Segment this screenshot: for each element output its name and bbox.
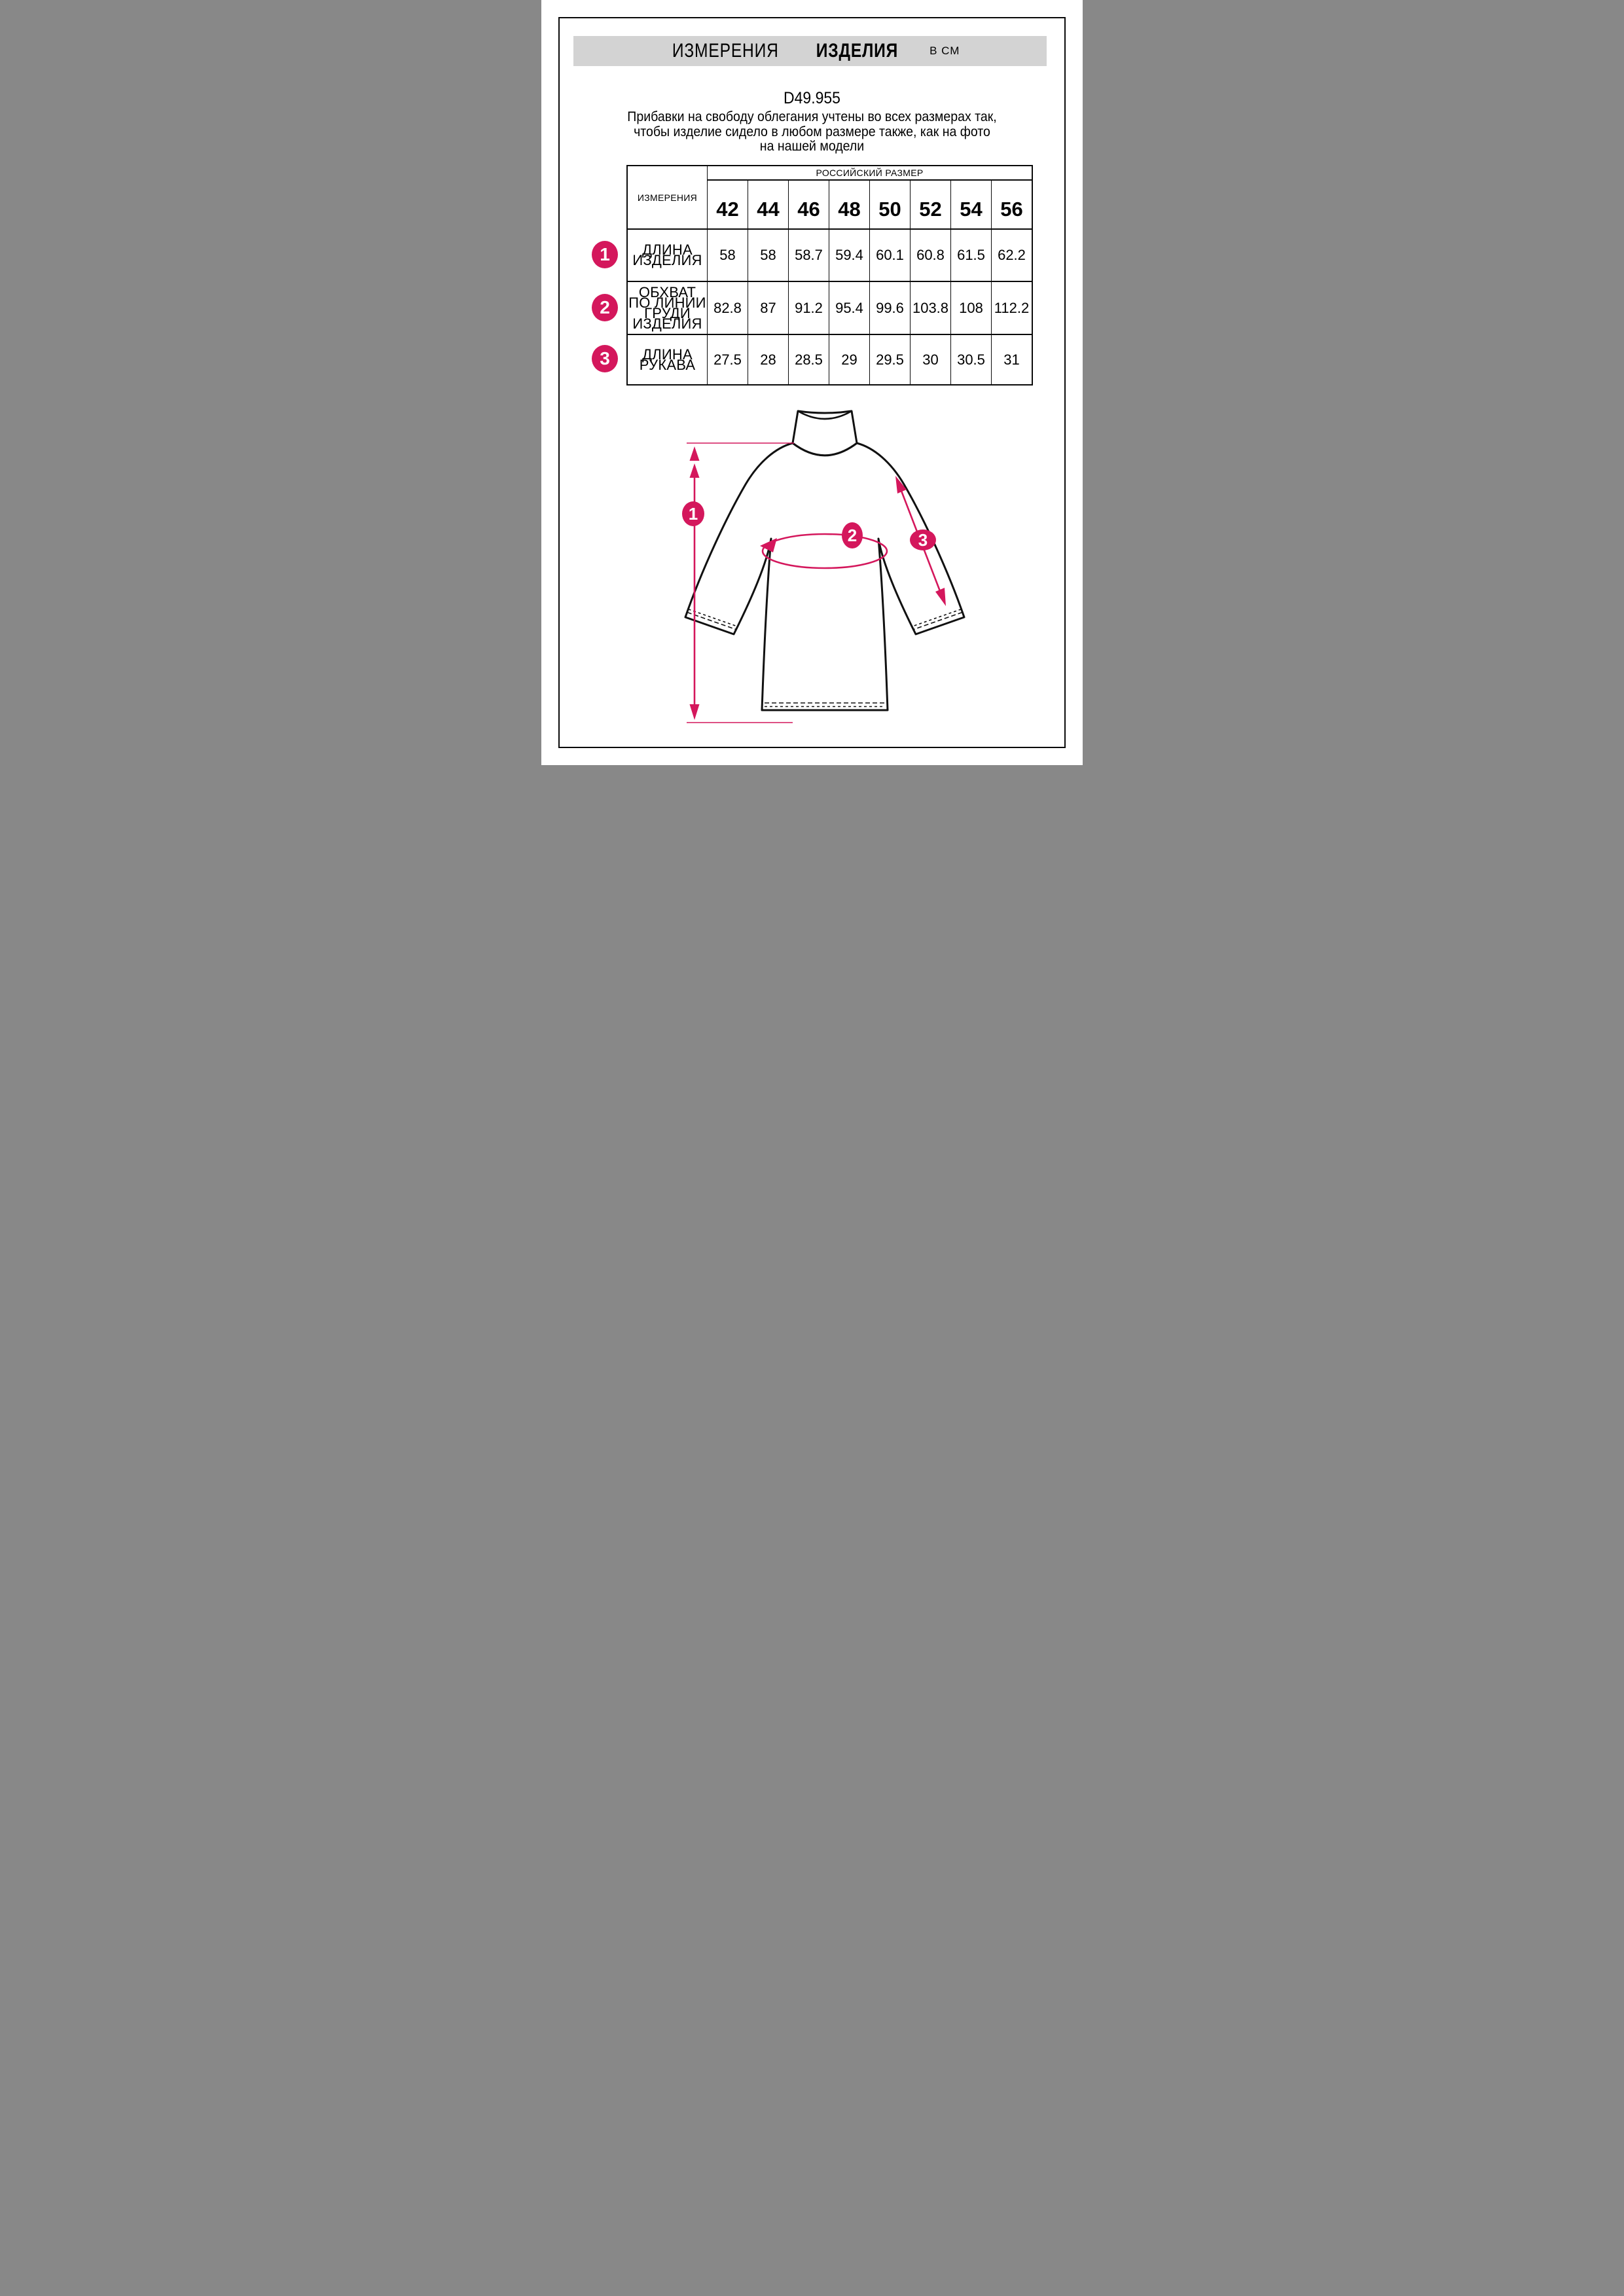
diagram-marker-2: [842, 522, 863, 548]
size-header: 48: [829, 180, 870, 229]
diagram-marker-3: [910, 529, 936, 550]
value-cell: 27.5: [708, 334, 748, 385]
row-marker-3: 3: [592, 345, 618, 372]
value-cell: 30.5: [951, 334, 992, 385]
value-cell: 29: [829, 334, 870, 385]
row-label: ДЛИНА РУКАВА: [627, 334, 708, 385]
value-cell: 31: [992, 334, 1033, 385]
value-cell: 60.8: [911, 229, 951, 281]
size-header: 46: [789, 180, 829, 229]
size-header: 44: [748, 180, 789, 229]
title-bar: [573, 36, 1047, 66]
length-arrow-up-icon: [690, 463, 700, 478]
size-chart-page: [541, 0, 1083, 765]
length-arrow-down-icon: [690, 704, 700, 720]
value-cell: 29.5: [870, 334, 911, 385]
value-cell: 91.2: [789, 281, 829, 334]
garment-diagram: [672, 406, 977, 726]
row-label: ОБХВАТ ПО ЛИНИИ ГРУДИ ИЗДЕЛИЯ: [627, 281, 708, 334]
svg-text:3: 3: [918, 530, 928, 550]
value-cell: 82.8: [708, 281, 748, 334]
table-row: [627, 229, 1032, 281]
product-code: D49.955: [784, 89, 840, 107]
svg-text:1: 1: [688, 504, 698, 524]
svg-text:2: 2: [847, 526, 857, 545]
title-measurements: ИЗМЕРЕНИЯ: [672, 40, 779, 62]
value-cell: 58: [708, 229, 748, 281]
size-header: 42: [708, 180, 748, 229]
row-label: ДЛИНА ИЗДЕЛИЯ: [627, 229, 708, 281]
table-corner-label: ИЗМЕРЕНИЯ: [627, 166, 708, 229]
row-marker-2: 2: [592, 294, 618, 321]
fit-note-line: на нашей модели: [759, 139, 865, 154]
value-cell: 112.2: [992, 281, 1033, 334]
size-header: 54: [951, 180, 992, 229]
value-cell: 62.2: [992, 229, 1033, 281]
table-row: [627, 281, 1032, 334]
table-row: [627, 334, 1032, 385]
value-cell: 60.1: [870, 229, 911, 281]
collar: [793, 411, 857, 456]
diagram-marker-1: [682, 501, 704, 526]
value-cell: 99.6: [870, 281, 911, 334]
value-cell: 108: [951, 281, 992, 334]
row-marker-1: 1: [592, 241, 618, 268]
fit-note-line: Прибавки на свободу облегания учтены во всех размерах так,: [627, 109, 997, 124]
garment-outline: [685, 443, 964, 710]
value-cell: 58: [748, 229, 789, 281]
value-cell: 59.4: [829, 229, 870, 281]
value-cell: 95.4: [829, 281, 870, 334]
value-cell: 28: [748, 334, 789, 385]
table-group-header: РОССИЙСКИЙ РАЗМЕР: [708, 166, 1033, 180]
size-header: 56: [992, 180, 1033, 229]
value-cell: 61.5: [951, 229, 992, 281]
value-cell: 30: [911, 334, 951, 385]
length-arrow-up-icon: [690, 446, 700, 461]
value-cell: 103.8: [911, 281, 951, 334]
size-table: [626, 165, 1033, 386]
size-header: 52: [911, 180, 951, 229]
value-cell: 28.5: [789, 334, 829, 385]
size-header: 50: [870, 180, 911, 229]
value-cell: 87: [748, 281, 789, 334]
value-cell: 58.7: [789, 229, 829, 281]
fit-note: [541, 110, 1083, 154]
title-product: ИЗДЕЛИЯ: [816, 40, 899, 62]
fit-note-line: чтобы изделие сидело в любом размере также, как на фото: [634, 124, 990, 139]
title-units: В СМ: [929, 45, 960, 57]
